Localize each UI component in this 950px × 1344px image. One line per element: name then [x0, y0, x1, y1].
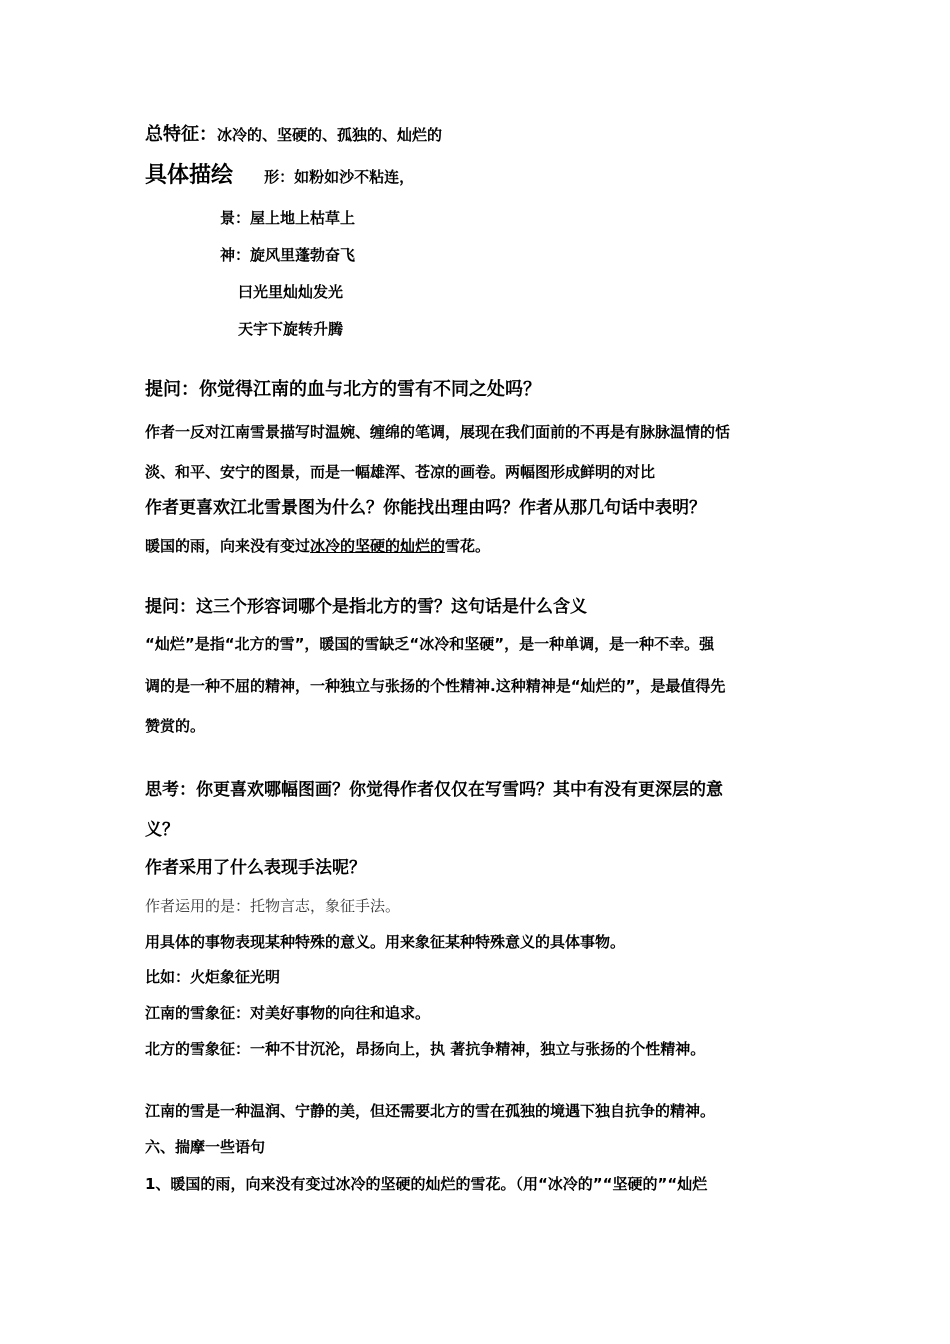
question-2-title: 提问：这三个形容词哪个是指北方的雪？这句话是什么含义	[145, 597, 587, 617]
shape-description: 形：如粉如沙不粘连，	[264, 168, 415, 186]
south-snow-symbol: 江南的雪象征：对美好事物的向往和追求。	[145, 1004, 431, 1022]
total-feature-label: 总特征：	[145, 124, 217, 145]
total-feature-line	[145, 124, 442, 146]
spirit-description-3: 天宇下旋转升腾	[238, 320, 344, 338]
quote-line	[145, 537, 490, 555]
question-2-answer-line-3: 赞赏的。	[145, 717, 206, 735]
section-6-heading: 六、揣摩一些语句	[145, 1138, 266, 1156]
symbolism-example: 比如：火炬象征光明	[145, 968, 281, 986]
total-feature-value: 冰冷的、坚硬的、孤独的、灿烂的	[217, 126, 443, 144]
question-2-answer-line-1: “灿烂”是指“北方的雪”，暖国的雪缺乏“冰冷和坚硬”，是一种单调，是一种不幸。强	[145, 635, 715, 653]
question-1-answer-line-1: 作者一反对江南雪景描写时温婉、缠绵的笔调，展现在我们面前的不再是有脉脉温情的恬	[145, 423, 731, 441]
symbolism-definition: 用具体的事物表现某种特殊的意义。用来象征某种特殊意义的具体事物。	[145, 933, 626, 951]
scene-description: 景：屋上地上枯草上	[220, 209, 356, 227]
section-6-item-1: 1、暖国的雨，向来没有变过冰冷的坚硬的灿烂的雪花。（用“冰冷的”“坚硬的”“灿烂	[145, 1175, 708, 1193]
detail-label: 具体描绘	[145, 163, 234, 188]
detail-line	[145, 163, 414, 189]
question-3-title-line-2: 义？	[145, 820, 179, 840]
quote-underlined: 冰冷的坚硬的灿烂的	[310, 537, 446, 555]
technique-answer: 作者运用的是：托物言志，象征手法。	[145, 897, 401, 915]
quote-suffix: 雪花。	[445, 537, 491, 555]
question-3-title-line-1: 思考：你更喜欢哪幅图画？你觉得作者仅仅在写雪吗？其中有没有更深层的意	[145, 780, 723, 800]
north-snow-symbol: 北方的雪象征：一种不甘沉沦，昂扬向上，执 著抗争精神，独立与张扬的个性精神。	[145, 1040, 706, 1058]
quote-prefix: 暖国的雨，向来没有变过	[145, 537, 311, 555]
spirit-description-2: 曰光里灿灿发光	[238, 283, 344, 301]
question-2-answer-line-2: 调的是一种不屈的精神，一种独立与张扬的个性精神.这种精神是“灿烂的”，是最值得先	[145, 677, 726, 695]
question-1-answer-line-2: 淡、和平、安宁的图景，而是一幅雄浑、苍凉的画卷。两幅图形成鲜明的对比	[145, 463, 656, 481]
spirit-description: 神：旋风里蓬勃奋飞	[220, 246, 356, 264]
technique-question: 作者采用了什么表现手法呢？	[145, 858, 366, 878]
question-1-title: 提问：你觉得江南的血与北方的雪有不同之处吗？	[145, 379, 541, 400]
question-1-follow-up: 作者更喜欢江北雪景图为什么？你能找出理由吗？作者从那几句话中表明？	[145, 498, 706, 518]
conclusion-text: 江南的雪是一种温润、宁静的美，但还需要北方的雪在孤独的境遇下独自抗争的精神。	[145, 1102, 716, 1120]
